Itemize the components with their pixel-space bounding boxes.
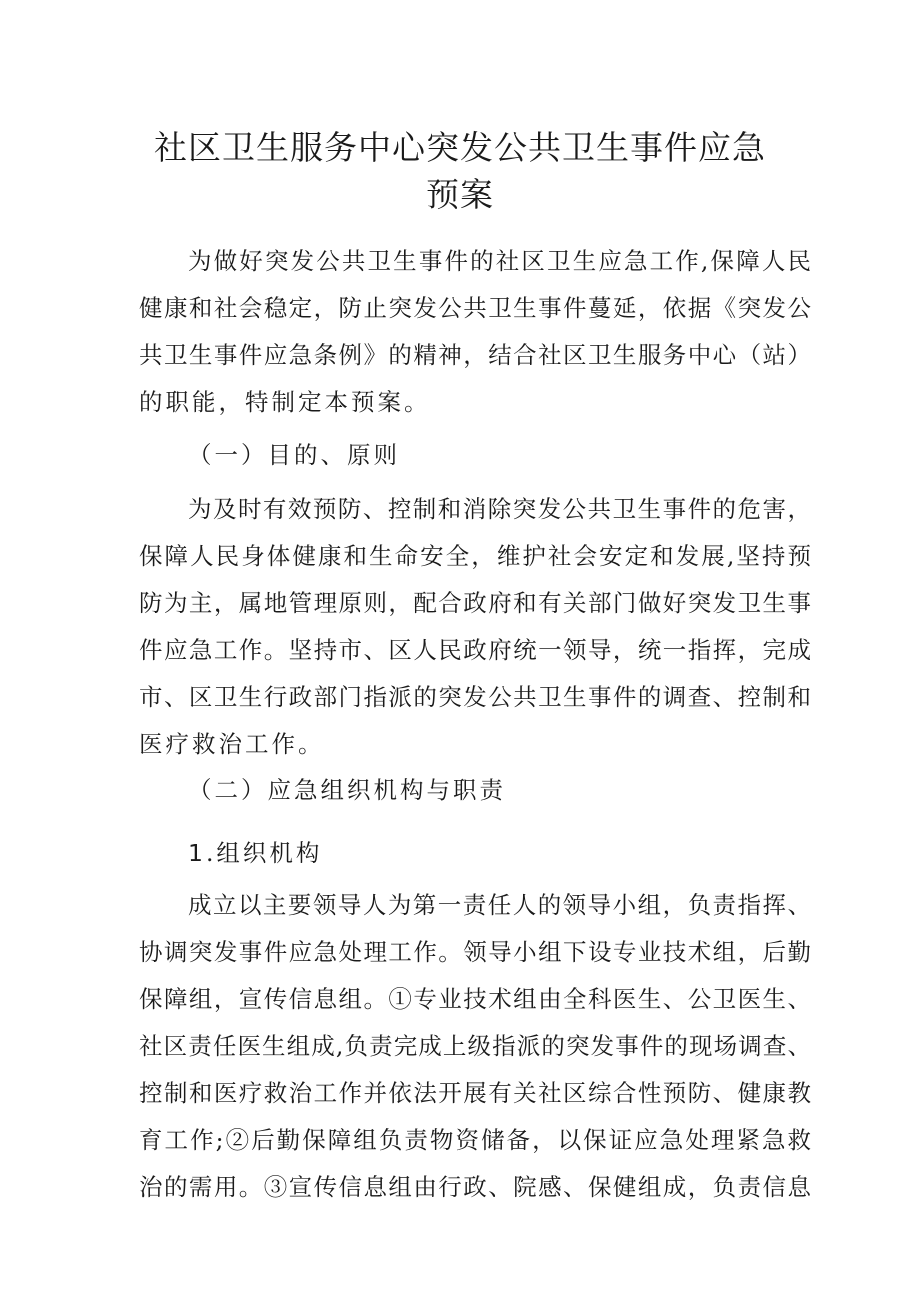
section-1-line-3: 防为主，属地管理原则，配合政府和有关部门做好突发卫生事 [139,589,811,617]
section-1-line-2: 保障人民身体健康和生命安全，维护社会安定和发展,坚持预 [139,542,811,570]
intro-line-2: 健康和社会稳定，防止突发公共卫生事件蔓延，依据《突发公 [139,294,811,322]
intro-line-3: 共卫生事件应急条例》的精神，结合社区卫生服务中心（站） [139,341,811,369]
section-1-line-5: 市、区卫生行政部门指派的突发公共卫生事件的调查、控制和 [139,683,811,711]
subsection-1-line-7: 治的需用。③宣传信息组由行政、院感、保健组成，负责信息 [139,1173,811,1201]
subsection-1-line-3: 保障组，宣传信息组。①专业技术组由全科医生、公卫医生、 [139,985,811,1013]
section-1-heading: （一）目的、原则 [188,441,400,469]
subsection-1-title: .组织机构 [205,839,323,867]
document-title-line-1: 社区卫生服务中心突发公共卫生事件应急 [154,128,766,167]
subsection-1-number: 1 [188,839,206,867]
document-title-line-2: 预案 [426,175,494,214]
subsection-1-line-4: 社区责任医生组成,负责完成上级指派的突发事件的现场调查、 [139,1032,811,1060]
section-1-line-1: 为及时有效预防、控制和消除突发公共卫生事件的危害， [188,495,811,523]
subsection-1-line-2: 协调突发事件应急处理工作。领导小组下设专业技术组，后勤 [139,938,811,966]
intro-line-1: 为做好突发公共卫生事件的社区卫生应急工作,保障人民 [188,247,811,275]
section-1-line-6: 医疗救治工作。 [139,730,325,758]
intro-line-4: 的职能，特制定本预案。 [139,388,431,416]
subsection-1-heading [188,838,322,868]
subsection-1-line-6: 育工作;②后勤保障组负责物资储备，以保证应急处理紧急救 [139,1126,811,1154]
subsection-1-line-5: 控制和医疗救治工作并依法开展有关社区综合性预防、健康教 [139,1079,811,1107]
section-2-heading: （二）应急组织机构与职责 [188,776,506,804]
section-1-line-4: 件应急工作。坚持市、区人民政府统一领导，统一指挥，完成 [139,636,811,664]
subsection-1-line-1: 成立以主要领导人为第一责任人的领导小组，负责指挥、 [188,891,811,919]
